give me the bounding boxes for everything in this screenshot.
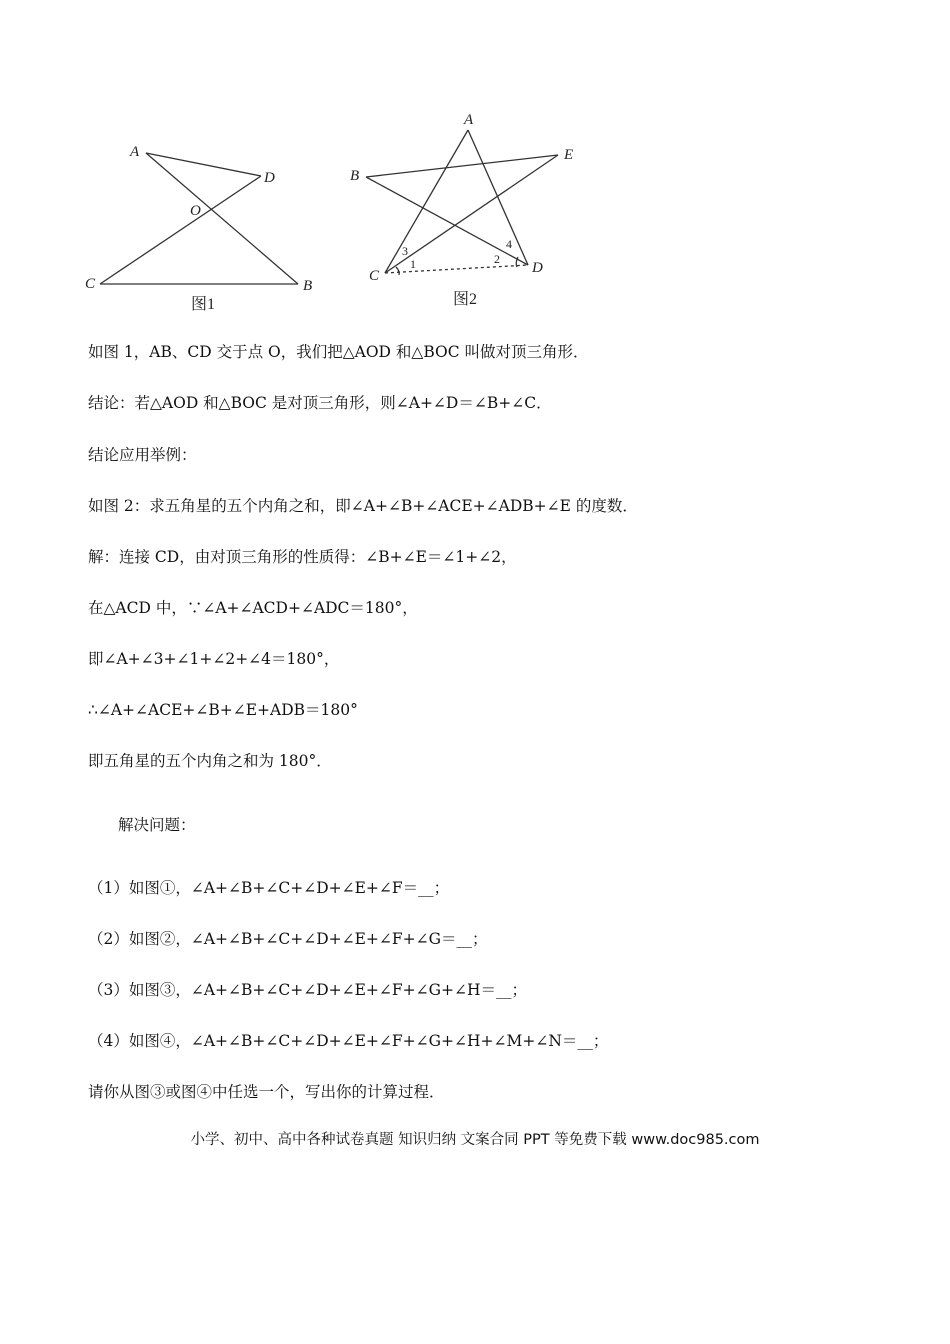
solution-conclusion: 即五角星的五个内角之和为 180°． [88, 752, 332, 770]
figure-1 [80, 135, 320, 315]
point-C-label: C [369, 268, 380, 284]
question-4: （4）如图④，∠A+∠B+∠C+∠D+∠E+∠F+∠G+∠H+∠M+∠N＝__； [88, 1032, 609, 1050]
solution-step-1: 解：连接 CD，由对顶三角形的性质得：∠B+∠E＝∠1+∠2， [88, 548, 517, 566]
segment-AB [146, 153, 298, 284]
footer-banner: 小学、初中、高中各种试卷真题 知识归纳 文案合同 PPT 等免费下载 www.doc985.com [190, 1132, 760, 1148]
example-question: 如图 2：求五角星的五个内角之和，即∠A+∠B+∠ACE+∠ADB+∠E 的度数． [88, 497, 638, 515]
point-B-label: B [303, 278, 313, 294]
segment-BE [366, 155, 558, 177]
figure-1-drawing [80, 135, 320, 315]
point-C-label: C [85, 276, 96, 292]
question-1: （1）如图①，∠A+∠B+∠C+∠D+∠E+∠F＝__； [88, 879, 450, 897]
angle-3-label: 3 [402, 244, 408, 258]
solution-step-2: 在△ACD 中，∵∠A+∠ACD+∠ADC＝180°， [88, 599, 418, 617]
angle-1-label: 1 [410, 257, 416, 271]
solution-step-4: ∴∠A+∠ACE+∠B+∠E+ADB＝180° [88, 701, 358, 719]
point-O-label: O [190, 203, 201, 219]
figure-2 [345, 105, 585, 310]
segment-CD-dashed [385, 265, 528, 273]
segment-AD [468, 130, 528, 265]
angle-2-label: 2 [494, 252, 500, 266]
segment-AC [385, 130, 468, 273]
final-instruction: 请你从图③或图④中任选一个，写出你的计算过程． [88, 1083, 445, 1101]
point-D-label: D [532, 260, 543, 276]
point-A-label: A [130, 144, 140, 160]
point-E-label: E [564, 147, 574, 163]
intro-definition: 如图 1，AB、CD 交于点 O，我们把△AOD 和△BOC 叫做对顶三角形． [88, 343, 589, 361]
segment-BD [366, 177, 528, 265]
angle-4-label: 4 [506, 237, 512, 251]
example-heading: 结论应用举例： [88, 446, 197, 464]
question-2: （2）如图②，∠A+∠B+∠C+∠D+∠E+∠F+∠G＝__； [88, 930, 488, 948]
point-B-label: B [350, 168, 360, 184]
segment-CE [385, 155, 558, 273]
segment-AD [146, 153, 261, 176]
figure-2-drawing [345, 105, 585, 310]
segment-CD [100, 176, 261, 284]
question-3: （3）如图③，∠A+∠B+∠C+∠D+∠E+∠F+∠G+∠H＝__； [88, 981, 528, 999]
solution-step-3: 即∠A+∠3+∠1+∠2+∠4＝180°， [88, 650, 340, 668]
problem-heading: 解决问题： [118, 816, 196, 834]
angle-arc-C [396, 267, 399, 275]
conclusion-statement: 结论：若△AOD 和△BOC 是对顶三角形，则∠A+∠D＝∠B+∠C． [88, 394, 552, 412]
figure-1-caption: 图1 [191, 296, 216, 313]
point-A-label: A [464, 112, 474, 128]
figure-2-caption: 图2 [453, 291, 478, 308]
point-D-label: D [264, 170, 275, 186]
